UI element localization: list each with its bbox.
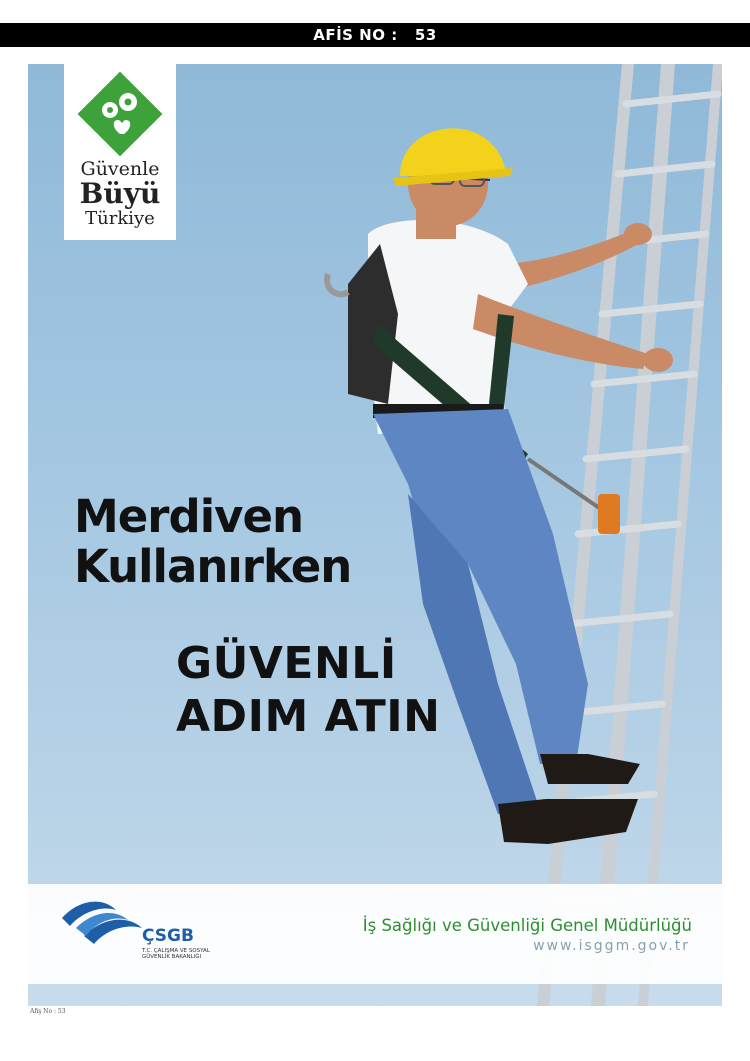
directorate-url[interactable]: www.isggm.gov.tr <box>533 938 690 954</box>
poster-number-bar <box>0 23 750 47</box>
headline-line-1: Merdiven <box>74 490 304 543</box>
headline-line-2: Kullanırken <box>74 539 352 593</box>
ministry-full-name: T.C. ÇALIŞMA VE SOSYAL GÜVENLİK BAKANLIĞI <box>142 948 210 961</box>
ladder <box>543 64 718 1006</box>
directorate-name: İş Sağlığı ve Güvenliği Genel Müdürlüğü <box>362 916 692 935</box>
footer-band <box>28 884 722 984</box>
headline-line-4: ADIM ATIN <box>176 690 441 742</box>
csgb-wave-icon <box>58 896 148 946</box>
headline-secondary <box>176 638 440 744</box>
headline-line-3: GÜVENLİ <box>176 638 397 689</box>
page-note: Afiş No : 53 <box>30 1008 66 1015</box>
logo-line-2: Büyü <box>79 177 161 210</box>
logo-line-3: Türkiye <box>85 208 155 229</box>
logo-line-1: Güvenle <box>80 158 160 180</box>
poster-number-value: 53 <box>414 26 437 44</box>
ministry-abbreviation: ÇSGB <box>142 926 194 946</box>
logo-wordmark <box>64 160 176 228</box>
logo-diamond-icon <box>76 70 164 158</box>
safety-poster <box>28 64 722 1006</box>
poster-number-label: AFİS NO : <box>313 26 398 44</box>
headline-primary <box>74 492 351 591</box>
guvenle-buyu-turkiye-logo <box>64 64 176 240</box>
